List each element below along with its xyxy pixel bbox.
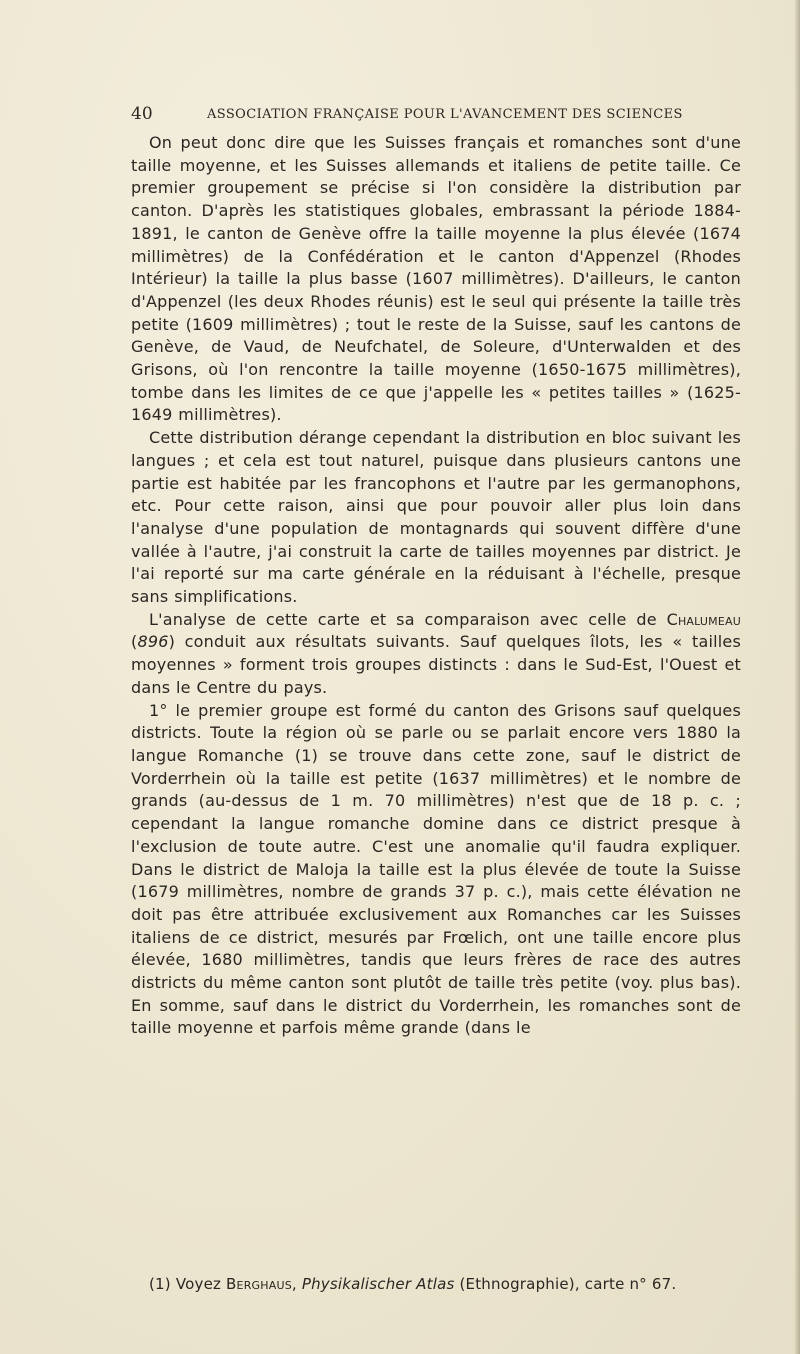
reference-number: 896 [137, 632, 169, 652]
footnote-author: Berghaus [226, 1275, 292, 1293]
paragraph-1: On peut donc dire que les Suisses français et romanches sont d'une taille moyenne, et les Suisses allemands et italiens de petite taille. Ce premier groupement se précise si l'on considère la distribution par canton. D'après les statistiques globales, embrassant la période 1884-1891, le canton de Genève offre la taille moyenne la plus élevée (1674 millimètres) de la Confédération et le canton d'Appenzel (Rhodes Intérieur) la taille la plus basse (1607 millimètres). D'ailleurs, le canton d'Appenzel (les deux Rhodes réunis) est le seul qui présente la taille très petite (1609 millimètres) ; tout le reste de la Suisse, sauf les cantons de Genève, de Vaud, de Neufchatel, de Soleure, d'Unterwalden et des Grisons, où l'on rencontre la taille moyenne (1650-1675 millimètres), tombe dans les limites de ce que j'appelle les « petites tailles » (1625-1649 millimètres). [131, 133, 741, 425]
paragraph-3-start: L'analyse de cette carte et sa comparaison avec celle de [149, 609, 667, 629]
footnote-title: Physikalischer Atlas [301, 1275, 455, 1293]
footnote-marker: (1) Voyez [149, 1275, 227, 1293]
paragraph-4: 1° le premier groupe est formé du canton des Grisons sauf quelques districts. Toute la région où se parle ou se parlait encore vers 1880 la langue Romanche (1) se trouve dans cette zone, sauf le district de Vorderrhein où la taille est petite (1637 millimètres) et le nombre de grands (au-dessus de 1 m. 70 millimètres) n'est que de 18 p. c. ; cependant la langue romanche domine dans ce district presque à l'exclusion de toute autre. C'est une anomalie qu'il faudra expliquer. Dans le district de Maloja la taille est la plus élevée de toute la Suisse (1679 millimètres, nombre de grands 37 p. c.), mais cette élévation ne doit pas être attribuée exclusivement aux Romanches car les Suisses italiens de ce district, mesurés par Frœlich, ont une taille encore plus élevée, 1680 millimètres, tandis que leurs frères de race des autres districts du même canton sont plutôt de taille très petite (voy. plus bas). En somme, sauf dans le district du Vorderrhein, les romanches sont de taille moyenne et parfois même grande (dans le [131, 700, 741, 1038]
paragraph-3 [131, 609, 741, 700]
author-chalumeau: Chalumeau [666, 609, 741, 629]
paragraph-3-paren: ( [131, 632, 138, 652]
paragraph-2: Cette distribution dérange cependant la distribution en bloc suivant les langues ; et cela est tout naturel, puisque dans plusieurs cantons une partie est habitée par les francophons et l'autre par les germanophons, etc. Pour cette raison, ainsi que pour pouvoir aller plus loin dans l'analyse d'une population de montagnards qui souvent diffère d'une vallée à l'autre, j'ai construit la carte de tailles moyennes par district. Je l'ai reporté sur ma carte générale en la réduisant à l'échelle, presque sans simplifications. [131, 428, 741, 607]
body-text [131, 132, 741, 1040]
running-head [131, 104, 741, 132]
paragraph-3-end: ) conduit aux résultats suivants. Sauf quelques îlots, les « tailles moyennes » forment trois groupes distincts : dans le Sud-Est, l'Ouest et dans le Centre du pays. [131, 632, 741, 697]
page-edge-shadow [794, 0, 800, 1354]
document-page [131, 104, 741, 1040]
page-number: 40 [131, 104, 153, 124]
footnote [131, 1275, 741, 1293]
footnote-rest: (Ethnographie), carte n° 67. [454, 1275, 677, 1293]
footnote-sep: , [291, 1275, 302, 1293]
running-head-title: ASSOCIATION FRANÇAISE POUR L'AVANCEMENT DES SCIENCES [207, 107, 683, 122]
